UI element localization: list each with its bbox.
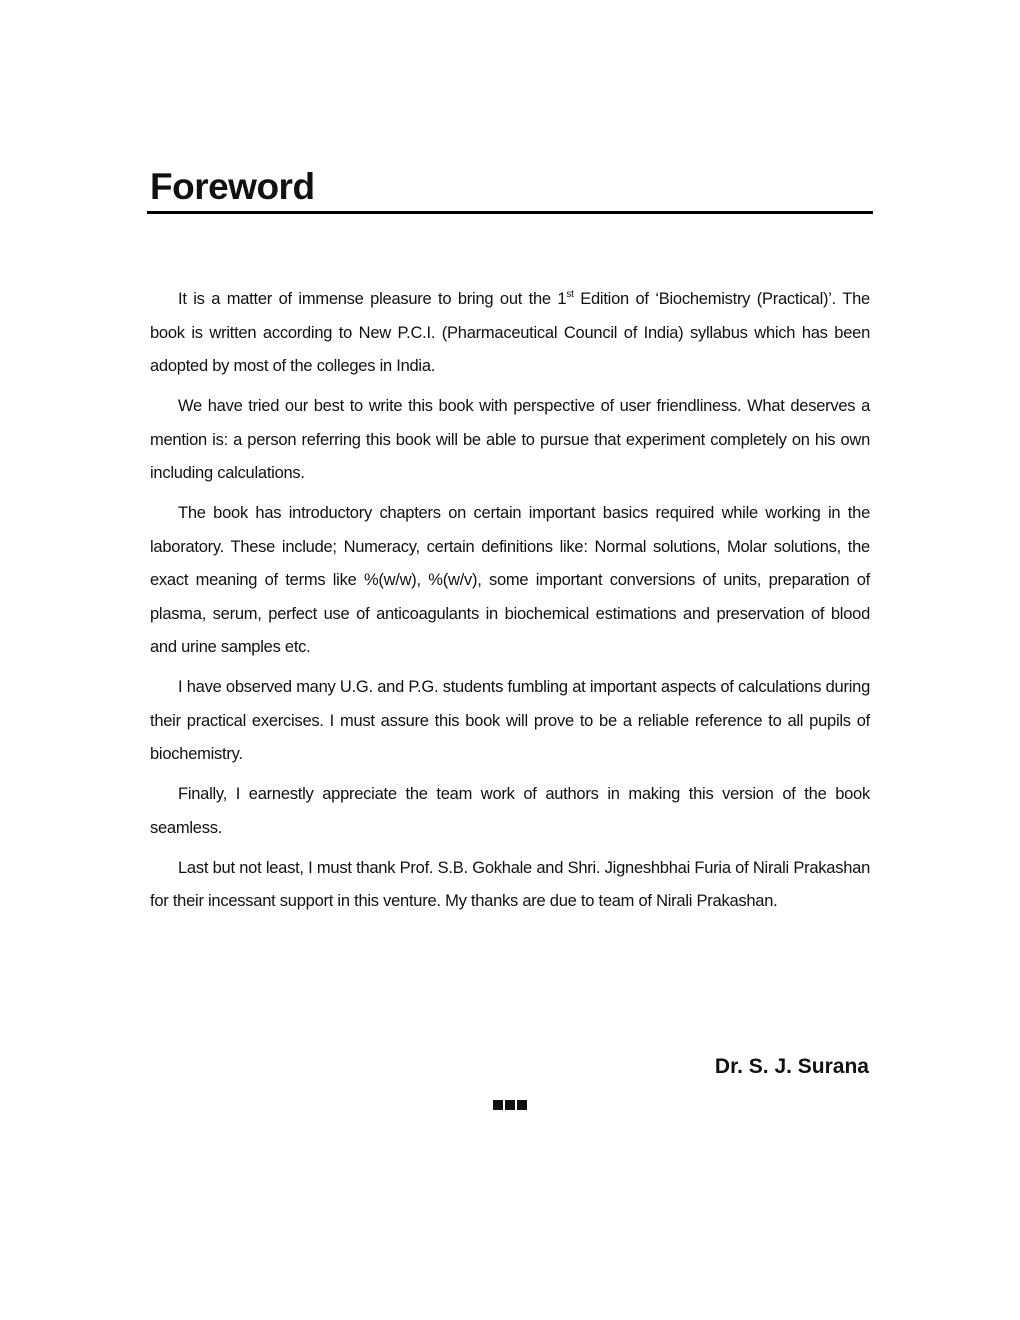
paragraph: Finally, I earnestly appreciate the team work of authors in making this version of the book seamless. — [150, 785, 870, 837]
signature: Dr. S. J. Surana — [714, 1055, 869, 1078]
foreword-body — [150, 283, 870, 925]
paragraph: We have tried our best to write this book with perspective of user friendliness. What deserves a mention is: a person referring this book will be able to pursue that experiment completely on his own including calculations. — [150, 397, 870, 482]
three-squares-icon — [493, 1100, 527, 1110]
page-title: Foreword — [150, 166, 315, 207]
paragraph-text: It is a matter of immense pleasure to bring out the 1 — [178, 290, 567, 308]
paragraph-text: Edition of ‘Biochemistry (Practical)’. The book is written according to New P.C.I. (Pharmaceutical Council of India) syllabus which has been adopted by most of the colleges in India. — [150, 290, 870, 375]
paragraph: Last but not least, I must thank Prof. S.B. Gokhale and Shri. Jigneshbhai Furia of Nirali Prakashan for their incessant support in this venture. My thanks are due to team of Nirali Prakashan. — [150, 858, 870, 910]
paragraph: I have observed many U.G. and P.G. students fumbling at important aspects of calculations during their practical exercises. I must assure this book will prove to be a reliable reference to all pupils of biochemistry. — [150, 678, 870, 763]
paragraph: The book has introductory chapters on certain important basics required while working in the laboratory. These include; Numeracy, certain definitions like: Normal solutions, Molar solutions, the exact meaning of terms like %(w/w), %(w/v), some important conversions of units, preparation of plasma, serum, perfect use of anticoagulants in biochemical estimations and preservation of blood and urine samples etc. — [150, 504, 870, 656]
paragraph — [150, 283, 870, 384]
superscript: st — [566, 289, 574, 300]
title-underline — [147, 211, 873, 214]
